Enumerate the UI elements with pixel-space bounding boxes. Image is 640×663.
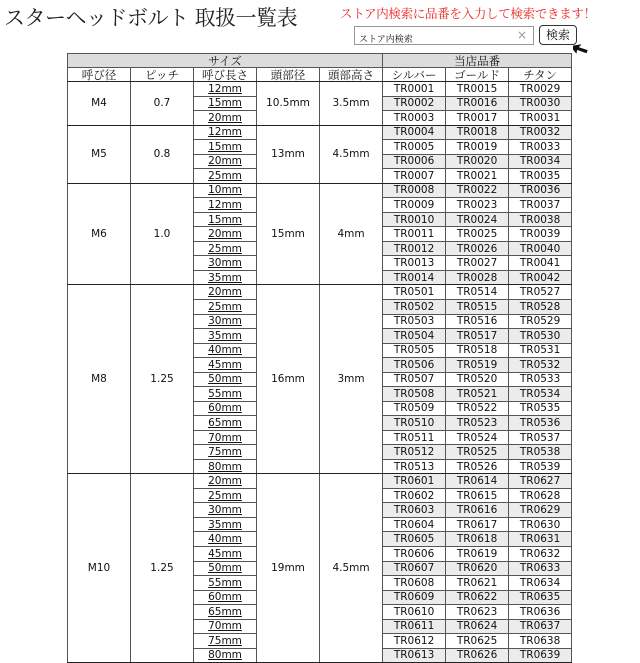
length-cell: 30mm [194,503,257,518]
silver-code-cell: TR0510 [383,416,446,431]
head-height-cell: 3.5mm [320,82,383,126]
silver-code-cell: TR0511 [383,430,446,445]
head-diameter-cell: 10.5mm [257,82,320,126]
col-header-head-diameter: 頭部径 [257,68,320,82]
table-row [68,82,572,97]
length-cell: 80mm [194,648,257,663]
gold-code-cell: TR0622 [446,590,509,605]
gold-code-cell: TR0520 [446,372,509,387]
length-cell: 30mm [194,256,257,271]
silver-code-cell: TR0501 [383,285,446,300]
length-cell: 15mm [194,96,257,111]
silver-code-cell: TR0607 [383,561,446,576]
titan-code-cell: TR0538 [509,445,572,460]
titan-code-cell: TR0030 [509,96,572,111]
titan-code-cell: TR0628 [509,488,572,503]
gold-code-cell: TR0617 [446,517,509,532]
titan-code-cell: TR0638 [509,634,572,649]
length-cell: 12mm [194,125,257,140]
silver-code-cell: TR0011 [383,227,446,242]
page-title: スターヘッドボルト 取扱一覧表 [4,6,298,30]
titan-code-cell: TR0032 [509,125,572,140]
length-cell: 70mm [194,430,257,445]
silver-code-cell: TR0606 [383,547,446,562]
titan-code-cell: TR0635 [509,590,572,605]
silver-code-cell: TR0602 [383,488,446,503]
titan-code-cell: TR0033 [509,140,572,155]
table-body [68,82,572,663]
store-search-box[interactable] [354,26,534,45]
gold-code-cell: TR0516 [446,314,509,329]
length-cell: 65mm [194,605,257,620]
silver-code-cell: TR0605 [383,532,446,547]
store-search-input[interactable] [355,30,509,47]
silver-code-cell: TR0508 [383,387,446,402]
titan-code-cell: TR0037 [509,198,572,213]
titan-code-cell: TR0632 [509,547,572,562]
titan-code-cell: TR0533 [509,372,572,387]
gold-code-cell: TR0620 [446,561,509,576]
titan-code-cell: TR0532 [509,358,572,373]
silver-code-cell: TR0010 [383,212,446,227]
titan-code-cell: TR0636 [509,605,572,620]
gold-code-cell: TR0621 [446,576,509,591]
diameter-cell: M6 [68,183,131,285]
titan-code-cell: TR0537 [509,430,572,445]
search-button[interactable]: 検索 [539,25,577,45]
gold-code-cell: TR0523 [446,416,509,431]
gold-code-cell: TR0517 [446,329,509,344]
titan-code-cell: TR0633 [509,561,572,576]
gold-code-cell: TR0026 [446,241,509,256]
titan-code-cell: TR0627 [509,474,572,489]
table-row [68,285,572,300]
length-cell: 25mm [194,169,257,184]
size-group-header: サイズ [68,54,383,68]
gold-code-cell: TR0519 [446,358,509,373]
length-cell: 75mm [194,634,257,649]
silver-code-cell: TR0610 [383,605,446,620]
titan-code-cell: TR0531 [509,343,572,358]
length-cell: 15mm [194,140,257,155]
gold-code-cell: TR0018 [446,125,509,140]
silver-code-cell: TR0512 [383,445,446,460]
diameter-cell: M8 [68,285,131,474]
gold-code-cell: TR0016 [446,96,509,111]
titan-code-cell: TR0530 [509,329,572,344]
gold-code-cell: TR0624 [446,619,509,634]
silver-code-cell: TR0612 [383,634,446,649]
silver-code-cell: TR0601 [383,474,446,489]
col-header-pitch: ピッチ [131,68,194,82]
silver-code-cell: TR0008 [383,183,446,198]
group-header-row [68,54,572,68]
titan-code-cell: TR0035 [509,169,572,184]
length-cell: 50mm [194,372,257,387]
titan-code-cell: TR0634 [509,576,572,591]
col-header-titan: チタン [509,68,572,82]
silver-code-cell: TR0502 [383,299,446,314]
head-diameter-cell: 15mm [257,183,320,285]
length-cell: 10mm [194,183,257,198]
titan-code-cell: TR0639 [509,648,572,663]
silver-code-cell: TR0007 [383,169,446,184]
silver-code-cell: TR0604 [383,517,446,532]
silver-code-cell: TR0014 [383,270,446,285]
table-row [68,183,572,198]
length-cell: 20mm [194,154,257,169]
gold-code-cell: TR0023 [446,198,509,213]
length-cell: 45mm [194,547,257,562]
head-diameter-cell: 19mm [257,474,320,663]
length-cell: 30mm [194,314,257,329]
col-header-gold: ゴールド [446,68,509,82]
diameter-cell: M4 [68,82,131,126]
gold-code-cell: TR0028 [446,270,509,285]
titan-code-cell: TR0034 [509,154,572,169]
titan-code-cell: TR0039 [509,227,572,242]
length-cell: 20mm [194,474,257,489]
titan-code-cell: TR0029 [509,82,572,97]
silver-code-cell: TR0608 [383,576,446,591]
silver-code-cell: TR0005 [383,140,446,155]
head-diameter-cell: 16mm [257,285,320,474]
codes-group-header: 当店品番 [383,54,572,68]
gold-code-cell: TR0021 [446,169,509,184]
length-cell: 50mm [194,561,257,576]
table-row [68,474,572,489]
silver-code-cell: TR0009 [383,198,446,213]
silver-code-cell: TR0611 [383,619,446,634]
length-cell: 55mm [194,576,257,591]
gold-code-cell: TR0619 [446,547,509,562]
titan-code-cell: TR0031 [509,111,572,126]
gold-code-cell: TR0025 [446,227,509,242]
length-cell: 60mm [194,590,257,605]
bolt-spec-table [67,53,572,663]
col-header-diameter: 呼び径 [68,68,131,82]
gold-code-cell: TR0017 [446,111,509,126]
length-cell: 80mm [194,459,257,474]
length-cell: 35mm [194,517,257,532]
col-header-length: 呼び長さ [194,68,257,82]
gold-code-cell: TR0616 [446,503,509,518]
length-cell: 65mm [194,416,257,431]
gold-code-cell: TR0524 [446,430,509,445]
titan-code-cell: TR0529 [509,314,572,329]
length-cell: 15mm [194,212,257,227]
gold-code-cell: TR0521 [446,387,509,402]
length-cell: 45mm [194,358,257,373]
length-cell: 60mm [194,401,257,416]
diameter-cell: M5 [68,125,131,183]
length-cell: 55mm [194,387,257,402]
length-cell: 25mm [194,241,257,256]
gold-code-cell: TR0526 [446,459,509,474]
titan-code-cell: TR0528 [509,299,572,314]
titan-code-cell: TR0630 [509,517,572,532]
clear-icon[interactable]: × [516,28,527,42]
length-cell: 40mm [194,532,257,547]
silver-code-cell: TR0507 [383,372,446,387]
gold-code-cell: TR0027 [446,256,509,271]
length-cell: 35mm [194,329,257,344]
length-cell: 20mm [194,227,257,242]
pitch-cell: 0.8 [131,125,194,183]
silver-code-cell: TR0504 [383,329,446,344]
head-height-cell: 3mm [320,285,383,474]
titan-code-cell: TR0527 [509,285,572,300]
titan-code-cell: TR0539 [509,459,572,474]
gold-code-cell: TR0015 [446,82,509,97]
length-cell: 40mm [194,343,257,358]
gold-code-cell: TR0019 [446,140,509,155]
head-height-cell: 4mm [320,183,383,285]
pitch-cell: 0.7 [131,82,194,126]
titan-code-cell: TR0041 [509,256,572,271]
col-header-head-height: 頭部高さ [320,68,383,82]
titan-code-cell: TR0036 [509,183,572,198]
silver-code-cell: TR0506 [383,358,446,373]
silver-code-cell: TR0613 [383,648,446,663]
silver-code-cell: TR0013 [383,256,446,271]
gold-code-cell: TR0625 [446,634,509,649]
gold-code-cell: TR0623 [446,605,509,620]
length-cell: 75mm [194,445,257,460]
silver-code-cell: TR0505 [383,343,446,358]
silver-code-cell: TR0006 [383,154,446,169]
titan-code-cell: TR0038 [509,212,572,227]
titan-code-cell: TR0534 [509,387,572,402]
gold-code-cell: TR0626 [446,648,509,663]
gold-code-cell: TR0614 [446,474,509,489]
head-height-cell: 4.5mm [320,474,383,663]
length-cell: 12mm [194,198,257,213]
length-cell: 25mm [194,488,257,503]
silver-code-cell: TR0004 [383,125,446,140]
titan-code-cell: TR0535 [509,401,572,416]
table-row [68,125,572,140]
head-diameter-cell: 13mm [257,125,320,183]
silver-code-cell: TR0609 [383,590,446,605]
silver-code-cell: TR0603 [383,503,446,518]
silver-code-cell: TR0002 [383,96,446,111]
titan-code-cell: TR0042 [509,270,572,285]
silver-code-cell: TR0003 [383,111,446,126]
silver-code-cell: TR0001 [383,82,446,97]
length-cell: 70mm [194,619,257,634]
titan-code-cell: TR0637 [509,619,572,634]
column-header-row [68,68,572,82]
silver-code-cell: TR0503 [383,314,446,329]
length-cell: 20mm [194,285,257,300]
col-header-silver: シルバー [383,68,446,82]
pitch-cell: 1.25 [131,285,194,474]
gold-code-cell: TR0615 [446,488,509,503]
silver-code-cell: TR0012 [383,241,446,256]
titan-code-cell: TR0536 [509,416,572,431]
titan-code-cell: TR0631 [509,532,572,547]
gold-code-cell: TR0514 [446,285,509,300]
head-height-cell: 4.5mm [320,125,383,183]
gold-code-cell: TR0515 [446,299,509,314]
silver-code-cell: TR0513 [383,459,446,474]
gold-code-cell: TR0522 [446,401,509,416]
gold-code-cell: TR0022 [446,183,509,198]
silver-code-cell: TR0509 [383,401,446,416]
length-cell: 25mm [194,299,257,314]
titan-code-cell: TR0629 [509,503,572,518]
pitch-cell: 1.0 [131,183,194,285]
pitch-cell: 1.25 [131,474,194,663]
diameter-cell: M10 [68,474,131,663]
length-cell: 12mm [194,82,257,97]
gold-code-cell: TR0618 [446,532,509,547]
length-cell: 35mm [194,270,257,285]
gold-code-cell: TR0020 [446,154,509,169]
arrow-pointer-icon [573,40,593,60]
length-cell: 20mm [194,111,257,126]
gold-code-cell: TR0518 [446,343,509,358]
titan-code-cell: TR0040 [509,241,572,256]
gold-code-cell: TR0525 [446,445,509,460]
gold-code-cell: TR0024 [446,212,509,227]
search-notice: ストア内検索に品番を入力して検索できます！ [340,6,596,21]
